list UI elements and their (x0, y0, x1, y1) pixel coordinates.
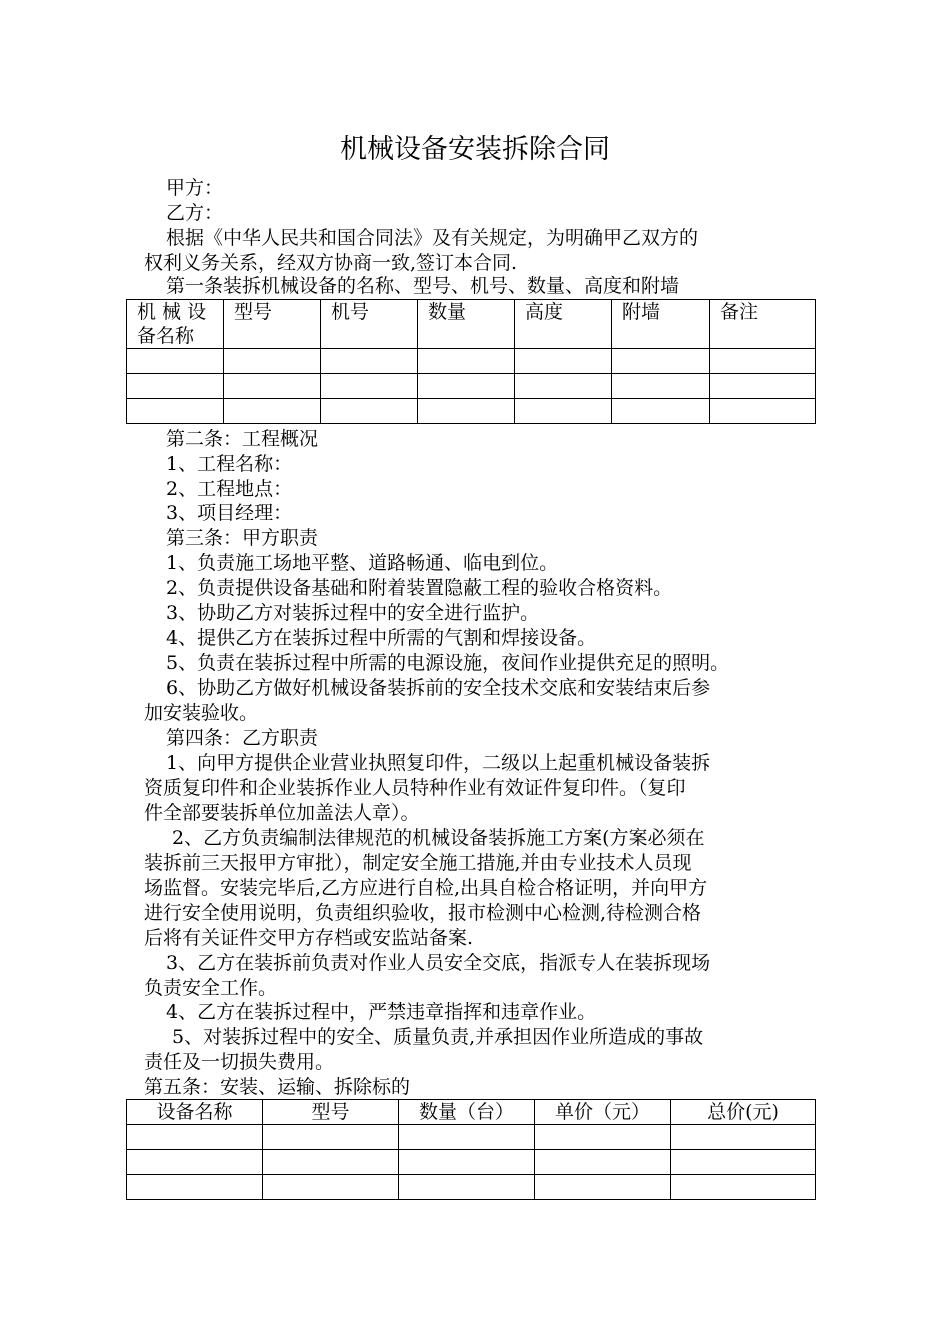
table-cell[interactable] (612, 399, 710, 424)
table-cell[interactable] (127, 1175, 263, 1200)
intro-line-2: 权利义务关系，经双方协商一致,签订本合同. (144, 252, 518, 274)
table-cell[interactable] (710, 374, 816, 399)
table-cell[interactable] (515, 374, 612, 399)
contract-title: 机械设备安装拆除合同 (340, 134, 610, 165)
table-cell[interactable] (321, 399, 418, 424)
table-cell[interactable] (418, 349, 515, 374)
table-cell[interactable] (671, 1125, 816, 1150)
header-equipment-name: 机 械 设备名称 (127, 300, 224, 349)
article3-item: 2、负责提供设备基础和附着装置隐蔽工程的验收合格资料。 (166, 577, 673, 599)
table-cell[interactable] (671, 1175, 816, 1200)
header-unit-price: 单价（元） (535, 1100, 671, 1125)
table-row (127, 399, 816, 424)
article2-item: 3、项目经理： (166, 502, 293, 524)
header-wall-attachment: 附墙 (612, 300, 710, 349)
article4-line: 进行安全使用说明，负责组织验收，报市检测中心检测,待检测合格 (144, 902, 702, 924)
article3-item: 5、负责在装拆过程中所需的电源设施，夜间作业提供充足的照明。 (166, 652, 730, 674)
table-cell[interactable] (399, 1175, 535, 1200)
article4-line: 3、乙方在装拆前负责对作业人员安全交底，指派专人在装拆现场 (166, 952, 711, 974)
table-row (127, 1125, 816, 1150)
table-cell[interactable] (710, 399, 816, 424)
table-cell[interactable] (535, 1150, 671, 1175)
table-cell[interactable] (224, 399, 321, 424)
article3-item: 6、协助乙方做好机械设备装拆前的安全技术交底和安装结束后参 (166, 677, 711, 699)
article4-line: 装拆前三天报甲方审批），制定安全施工措施,并由专业技术人员现 (144, 852, 692, 874)
table-cell[interactable] (263, 1125, 399, 1150)
table-cell[interactable] (127, 1125, 263, 1150)
article4-line: 场监督。安装完毕后,乙方应进行自检,出具自检合格证明，并向甲方 (144, 877, 708, 899)
table-cell[interactable] (263, 1150, 399, 1175)
article4-line: 4、乙方在装拆过程中，严禁违章指挥和违章作业。 (166, 1001, 597, 1023)
article3-item-continuation: 加安装验收。 (144, 702, 259, 724)
article3-item: 1、负责施工场地平整、道路畅通、临电到位。 (166, 552, 559, 574)
article4-line: 2、乙方负责编制法律规范的机械设备装拆施工方案(方案必须在 (172, 827, 705, 849)
subject-table (126, 1099, 816, 1200)
article2-item: 1、工程名称： (166, 453, 293, 475)
header-quantity: 数量 (418, 300, 515, 349)
table-cell[interactable] (127, 349, 224, 374)
table-cell[interactable] (127, 374, 224, 399)
table-cell[interactable] (321, 374, 418, 399)
table-row (127, 374, 816, 399)
article4-line: 负责安全工作。 (144, 977, 278, 999)
header-model: 型号 (224, 300, 321, 349)
table-cell[interactable] (418, 399, 515, 424)
table-cell[interactable] (224, 349, 321, 374)
header-total-price: 总价(元) (671, 1100, 816, 1125)
table-cell[interactable] (515, 399, 612, 424)
table-cell[interactable] (515, 349, 612, 374)
header-height: 高度 (515, 300, 612, 349)
table-cell[interactable] (127, 1150, 263, 1175)
table-cell[interactable] (612, 374, 710, 399)
table-row (127, 1150, 816, 1175)
table-cell[interactable] (535, 1125, 671, 1150)
article3-item: 3、协助乙方对装拆过程中的安全进行监护。 (166, 602, 540, 624)
article4-line: 1、向甲方提供企业营业执照复印件，二级以上起重机械设备装拆 (166, 752, 711, 774)
article2-heading: 第二条：工程概况 (166, 428, 319, 450)
table-cell[interactable] (418, 374, 515, 399)
table-cell[interactable] (224, 374, 321, 399)
table-row (127, 1175, 816, 1200)
table-cell[interactable] (127, 399, 224, 424)
table-cell[interactable] (399, 1125, 535, 1150)
article3-item: 4、提供乙方在装拆过程中所需的气割和焊接设备。 (166, 627, 597, 649)
table-cell[interactable] (399, 1150, 535, 1175)
table-row (127, 349, 816, 374)
table-cell[interactable] (263, 1175, 399, 1200)
table-header-row (127, 1100, 816, 1125)
header-equipment-name: 设备名称 (127, 1100, 263, 1125)
table-cell[interactable] (710, 349, 816, 374)
article4-line: 责任及一切损失费用。 (144, 1051, 335, 1073)
article2-item: 2、工程地点： (166, 478, 293, 500)
header-remarks: 备注 (710, 300, 816, 349)
table-cell[interactable] (612, 349, 710, 374)
header-model: 型号 (263, 1100, 399, 1125)
article4-line: 资质复印件和企业装拆作业人员特种作业有效证件复印件。（复印 (144, 777, 686, 799)
table-cell[interactable] (321, 349, 418, 374)
header-quantity: 数量（台） (399, 1100, 535, 1125)
article1-heading: 第一条装拆机械设备的名称、型号、机号、数量、高度和附墙 (166, 275, 680, 297)
article4-line: 5、对装拆过程中的安全、质量负责,并承担因作业所造成的事故 (172, 1026, 704, 1048)
article4-heading: 第四条：乙方职责 (166, 727, 319, 749)
equipment-table (126, 299, 816, 424)
article3-heading: 第三条：甲方职责 (166, 527, 319, 549)
table-cell[interactable] (535, 1175, 671, 1200)
article5-heading: 第五条：安装、运输、拆除标的 (144, 1076, 411, 1098)
table-cell[interactable] (671, 1150, 816, 1175)
party-b-label: 乙方： (166, 202, 224, 224)
party-a-label: 甲方： (166, 177, 224, 199)
article4-line: 件全部要装拆单位加盖法人章）。 (144, 802, 420, 824)
article4-line: 后将有关证件交甲方存档或安监站备案. (144, 927, 474, 949)
header-machine-number: 机号 (321, 300, 418, 349)
table-header-row (127, 300, 816, 349)
intro-line-1: 根据《中华人民共和国合同法》及有关规定，为明确甲乙双方的 (166, 227, 699, 249)
